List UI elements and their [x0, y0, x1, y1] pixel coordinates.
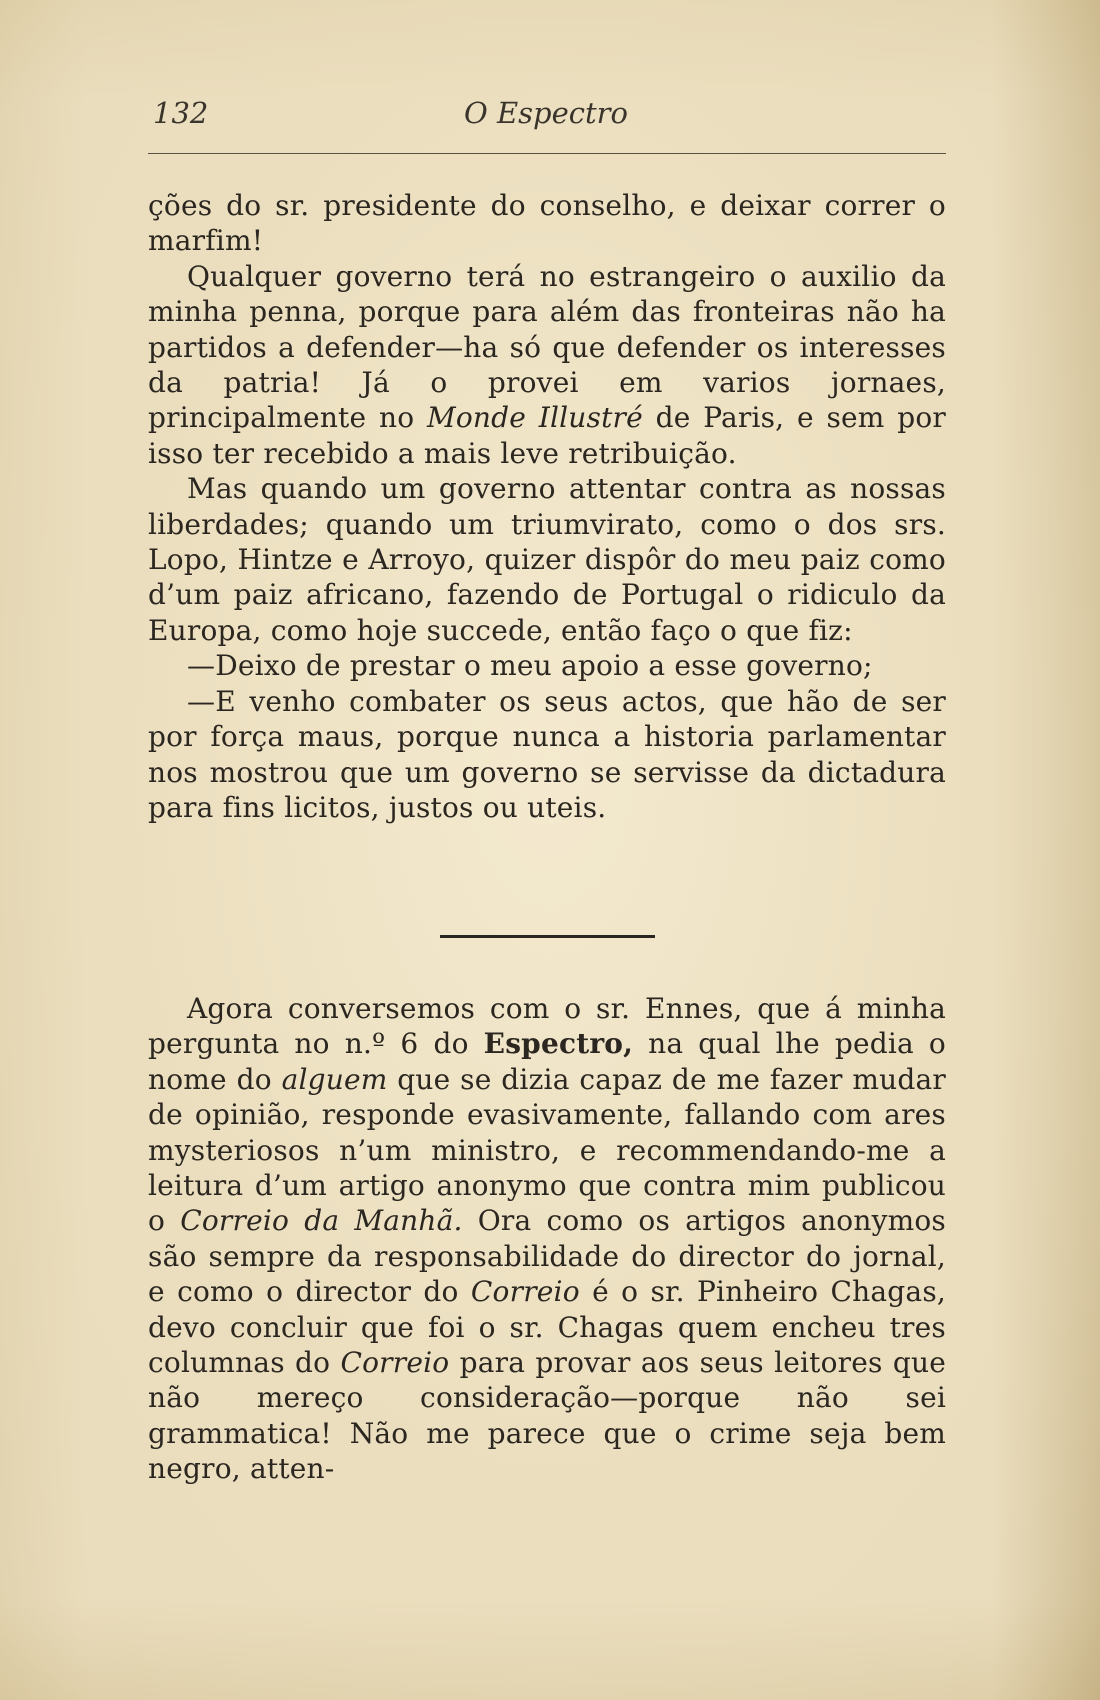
- running-head: [148, 96, 946, 140]
- italic-title: Correio: [340, 1346, 450, 1380]
- text-run: Ora como os artigos anonymos são sempre da responsabilidade do director do jornal, e como o director do: [148, 1204, 946, 1309]
- text-run: de Paris, e sem por isso ter recebido a mais leve retribuição.: [148, 401, 946, 470]
- text-run: Agora conversemos com o sr. Ennes, que á minha pergunta no n.º 6 do: [148, 992, 946, 1061]
- italic-word: alguem: [281, 1062, 388, 1096]
- paragraph: —E venho combater os seus actos, que hão de ser por força maus, porque nunca a historia parlamentar nos mostrou que um governo se servisse da dictadura para fins licitos, justos ou uteis.: [148, 684, 946, 824]
- text-block-lower: [148, 991, 946, 1487]
- text-run: na qual lhe pedia o nome do: [148, 1027, 946, 1096]
- bold-title: Espectro,: [483, 1027, 634, 1061]
- running-title: O Espectro: [464, 96, 628, 130]
- italic-title: Correio: [470, 1275, 580, 1309]
- text-run: é o sr. Pinheiro Chagas, devo concluir que foi o sr. Chagas quem encheu tres columnas do: [148, 1275, 946, 1380]
- header-rule: [148, 153, 946, 154]
- text-run: Qualquer governo terá no estrangeiro o auxilio da minha penna, porque para além das fronteiras não ha partidos a defender—ha só que defender os interesses da patria! Já o provei em varios jornaes, principalmente no: [148, 259, 946, 435]
- paragraph: Mas quando um governo attentar contra as nossas liberdades; quando um triumvirato, como o dos srs. Lopo, Hintze e Arroyo, quizer dispôr do meu paiz como d’um paiz africano, fazendo de Portugal o ridiculo da Europa, como hoje succede, então faço o que fiz:: [148, 472, 946, 647]
- page-number: 132: [153, 96, 209, 130]
- book-page: [148, 0, 946, 1700]
- paragraph-continuation: ções do sr. presidente do conselho, e deixar correr o marfim!: [148, 189, 946, 258]
- paragraph: [148, 259, 946, 471]
- italic-title: Correio da Manhã.: [180, 1204, 463, 1238]
- paragraph: —Deixo de prestar o meu apoio a esse governo;: [187, 649, 873, 683]
- text-run: para provar aos seus leitores que não mereço consideração—porque não sei grammatica! Não me parece que o crime seja bem negro, atten-: [148, 1346, 947, 1486]
- paragraph: [148, 991, 946, 1487]
- text-block-upper: [148, 188, 946, 825]
- section-divider: [440, 935, 655, 938]
- italic-title: Monde Illustré: [426, 401, 643, 435]
- text-run: que se dizia capaz de me fazer mudar de opinião, responde evasivamente, fallando com ares mysteriosos n’um ministro, e recommendando-me a leitura d’um artigo anonymo que contra mim publicou o: [148, 1062, 946, 1238]
